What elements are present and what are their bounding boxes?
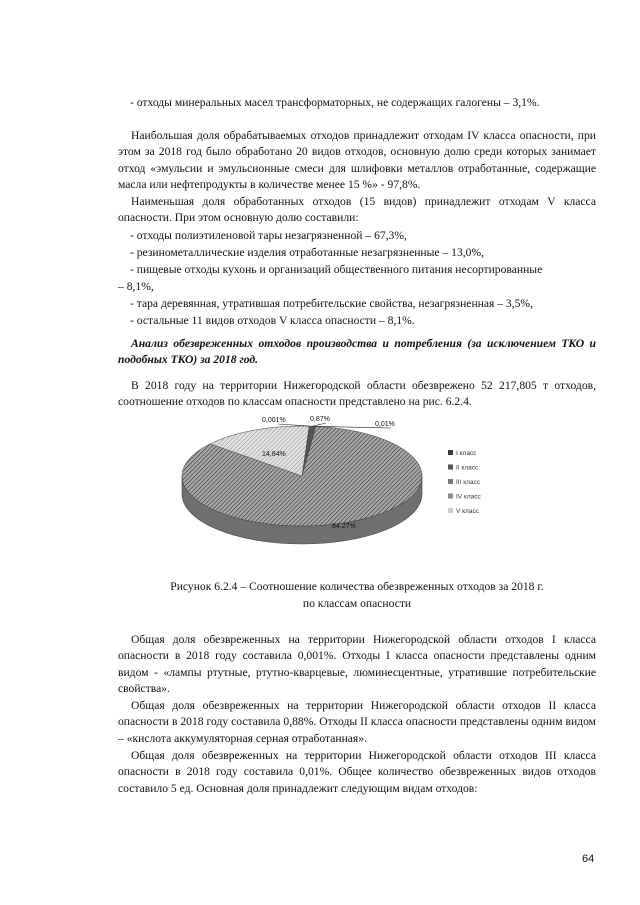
legend-label-3: III класс xyxy=(456,479,481,486)
legend-label-1: I класс xyxy=(456,450,477,457)
section-heading: Анализ обезвреженных отходов производства и потребления (за исключением ТКО и подобных ТКО) за 2018 год. xyxy=(118,337,596,367)
legend-swatch-2 xyxy=(448,465,453,470)
legend-label-2: II класс xyxy=(456,464,479,472)
data-label-2: 0,87% xyxy=(310,416,330,423)
paragraph-class1: Общая доля обезвреженных на территории Нижегородской области отходов I класса опасности в 2018 году составила 0,001%. Отходы I класса опасности представлены одним видом - «лампы ртутные, ртутно-кварцевые, люминесцентные, утратившие потребительские свойства». xyxy=(118,633,596,696)
pie-chart xyxy=(180,410,510,575)
bullet-other-class5: - остальные 11 видов отходов V класса опасности – 8,1%. xyxy=(130,314,415,327)
paragraph-class2: Общая доля обезвреженных на территории Нижегородской области отходов II класса опасности в 2018 году составила 0,88%. Отходы II класса опасности представлены одним видом – «кислота аккумуляторная серная отработанная». xyxy=(118,699,596,745)
legend-swatch-4 xyxy=(448,494,453,499)
label-leader-2 xyxy=(312,423,326,426)
paragraph-2018-total: В 2018 году на территории Нижегородской области обезврежено 52 217,805 т отходов, соотношение отходов по классам опасности представлено на рис. 6.2.4. xyxy=(118,379,596,409)
paragraph-smallest-share: Наименьшая доля обработанных отходов (15 видов) принадлежит отходам V класса опасности. При этом основную долю составили: xyxy=(118,195,596,225)
data-label-4: 84,27% xyxy=(332,523,356,530)
bullet-food-waste-value: – 8,1%, xyxy=(118,280,154,293)
bullet-rubber-metal: - резинометаллические изделия отработанные незагрязненные – 13,0%, xyxy=(130,246,485,259)
paragraph-largest-share: Наибольшая доля обрабатываемых отходов принадлежит отходам IV класса опасности, при этом за 2018 год было обработано 20 видов отходов, основную долю среди которых занимает отход «эмульсии и эмульсионные смеси для шлифовки металлов отработанные, содержащие масла или нефтепродукты в количестве менее 15 %» - 97,8%. xyxy=(118,129,596,192)
figure-caption-line2: по классам опасности xyxy=(302,597,412,610)
data-label-3: 0,01% xyxy=(375,421,395,428)
bullet-polyethylene: - отходы полиэтиленовой тары незагрязненной – 67,3%, xyxy=(130,229,407,242)
bullet-food-waste: - пищевые отходы кухонь и организаций общественного питания несортированные xyxy=(130,263,543,276)
label-leader-1 xyxy=(278,424,309,426)
page-number: 64 xyxy=(582,853,595,865)
legend-label-4: IV класс xyxy=(456,493,481,501)
figure-caption-line1: Рисунок 6.2.4 – Соотношение количества обезвреженных отходов за 2018 г. xyxy=(170,580,544,593)
bullet-wooden-containers: - тара деревянная, утратившая потребительские свойства, незагрязненная – 3,5%, xyxy=(130,297,533,310)
legend-swatch-5 xyxy=(448,508,453,513)
legend-swatch-3 xyxy=(448,479,453,484)
data-label-1: 0,001% xyxy=(262,417,286,424)
legend-swatch-1 xyxy=(448,450,453,455)
paragraph-class3: Общая доля обезвреженных на территории Нижегородской области отходов III класса опасности в 2018 году составила 0,01%. Общее количество обезвреженных видов отходов составило 5 ед. Основная доля принадлежит следующим видам отходов: xyxy=(118,749,596,795)
data-label-5: 14,84% xyxy=(262,451,286,458)
legend-label-5: V класс xyxy=(456,508,479,515)
bullet-oil: - отходы минеральных масел трансформаторных, не содержащих галогены – 3,1%. xyxy=(130,96,540,109)
